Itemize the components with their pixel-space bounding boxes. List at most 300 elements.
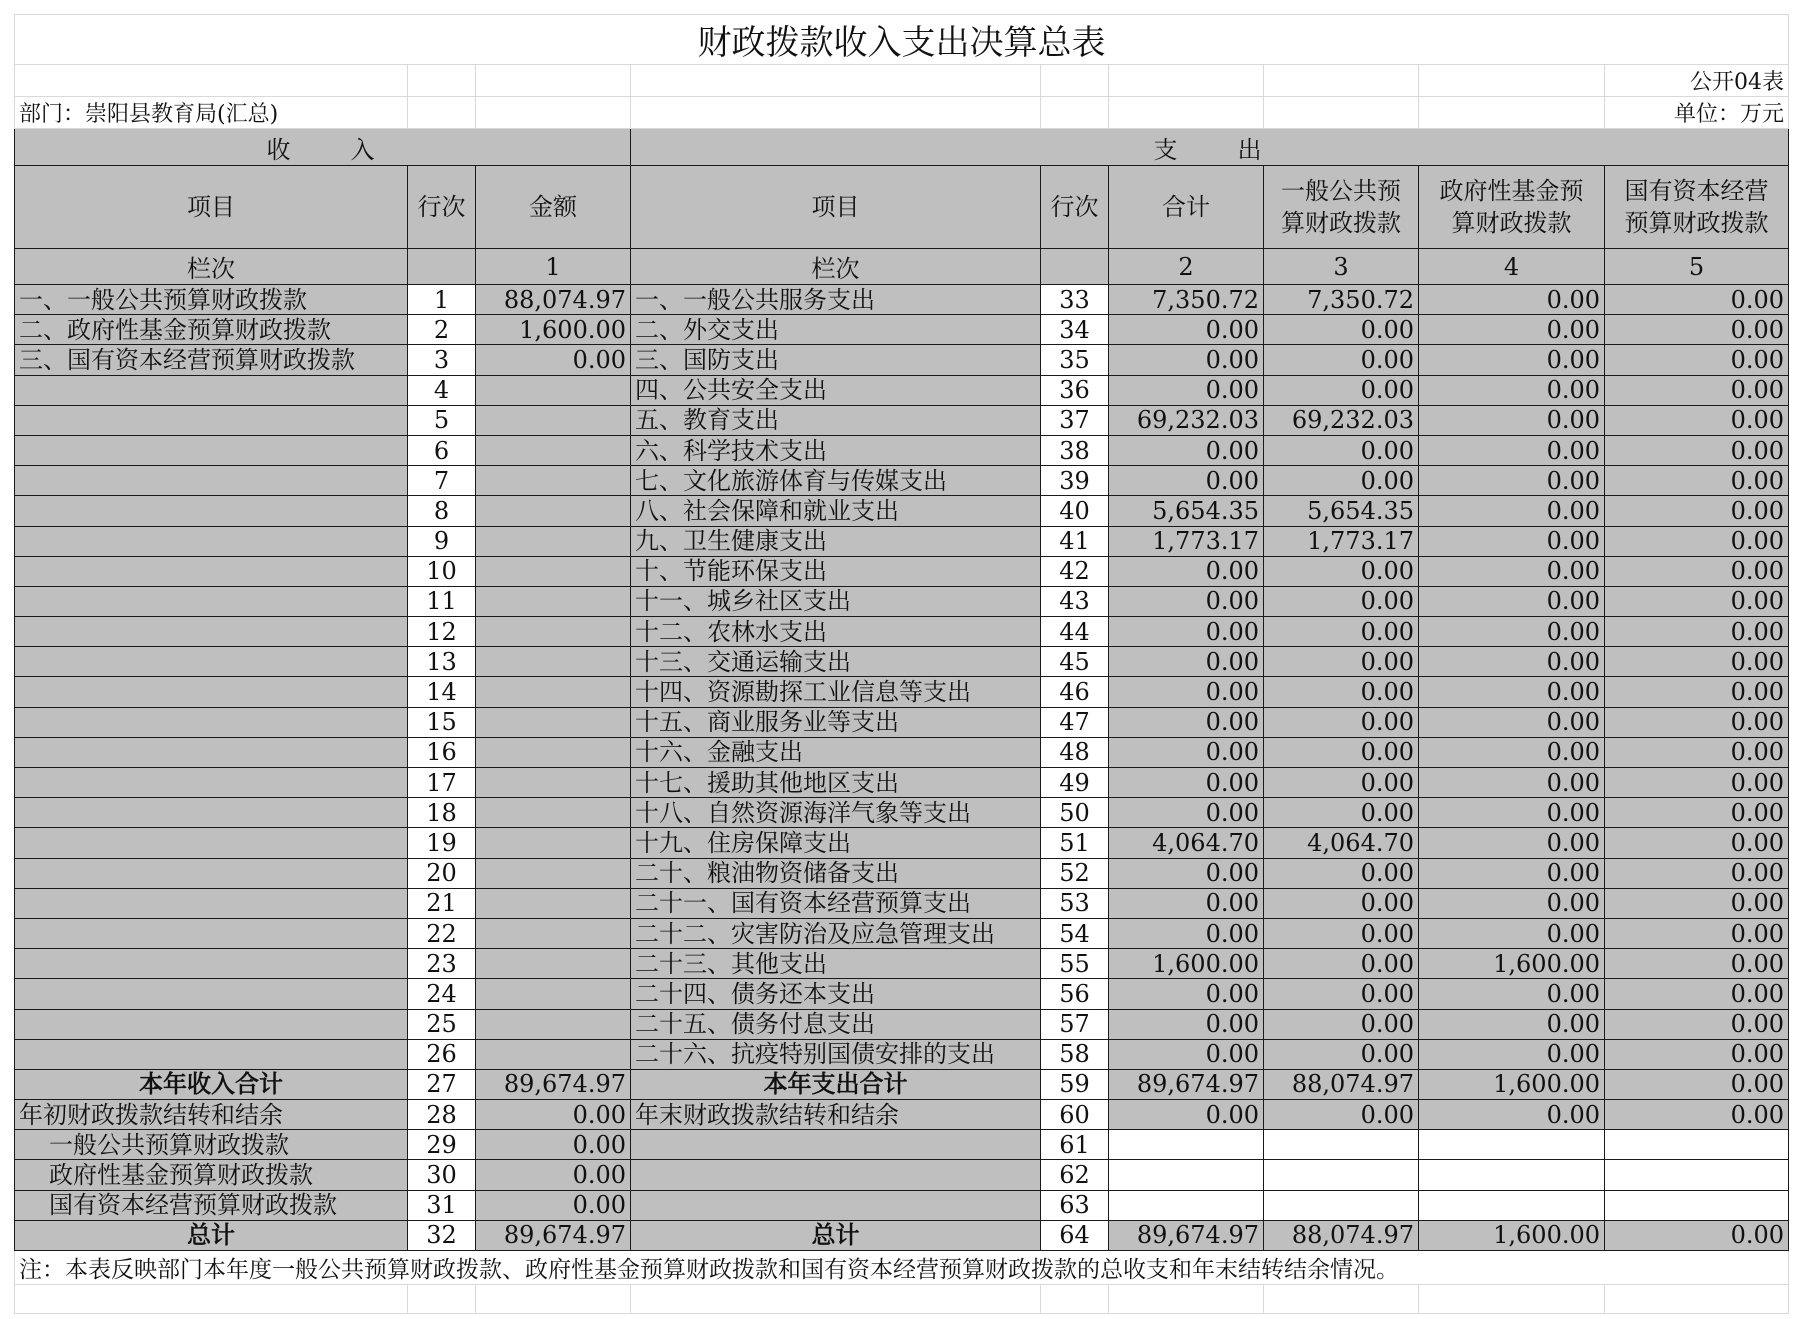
col-label-expense-line [1041,249,1109,285]
cell-income-amount: 88,074.97 [476,285,631,315]
cell-income-amount [476,858,631,888]
cell-income-amount: 0.00 [476,1130,631,1160]
cell-total: 0.00 [1109,345,1264,375]
cell-expense-line: 39 [1041,466,1109,496]
cell-state-capital: 0.00 [1605,1100,1789,1130]
cell-income-item [15,858,408,888]
cell-expense-item: 九、卫生健康支出 [631,526,1041,556]
cell-income-line: 31 [408,1190,476,1220]
cell-income-item [15,647,408,677]
cell-general-budget [1264,1130,1419,1160]
header-income-line: 行次 [408,166,476,249]
cell-income-item [15,466,408,496]
cell-total: 1,600.00 [1109,949,1264,979]
cell-income-line: 1 [408,285,476,315]
cell-expense-line: 49 [1041,768,1109,798]
cell-general-budget: 0.00 [1264,647,1419,677]
col-label-gov-fund: 4 [1419,249,1605,285]
cell-income-amount [476,918,631,948]
cell-state-capital: 0.00 [1605,888,1789,918]
cell-income-line: 5 [408,405,476,435]
table-row [15,707,1789,737]
cell-gov-fund [1419,1190,1605,1220]
header-total: 合计 [1109,166,1264,249]
cell-state-capital: 0.00 [1605,858,1789,888]
cell-income-amount [476,798,631,828]
table-row [15,828,1789,858]
carry-row [15,1190,1789,1220]
cell-income-item: 一、一般公共预算财政拨款 [15,285,408,315]
cell-state-capital: 0.00 [1605,496,1789,526]
carry-row [15,1100,1789,1130]
cell-general-budget: 0.00 [1264,737,1419,767]
cell-income-amount [476,707,631,737]
empty-cell [1041,1285,1109,1314]
cell-state-capital: 0.00 [1605,345,1789,375]
cell-expense-item: 一、一般公共服务支出 [631,285,1041,315]
table-row [15,375,1789,405]
cell-income-line: 19 [408,828,476,858]
cell-income-line: 25 [408,1009,476,1039]
cell-state-capital: 0.00 [1605,375,1789,405]
cell-expense-line: 35 [1041,345,1109,375]
cell-income-item [15,677,408,707]
cell-total: 0.00 [1109,586,1264,616]
cell-expense-line: 50 [1041,798,1109,828]
cell-expense-item: 六、科学技术支出 [631,435,1041,465]
cell-expense-item: 十二、农林水支出 [631,617,1041,647]
empty-cell [1264,1285,1419,1314]
cell-expense-item: 十六、金融支出 [631,737,1041,767]
cell-income-item [15,1009,408,1039]
report-title: 财政拨款收入支出决算总表 [15,15,1789,65]
table-row [15,1039,1789,1069]
cell-state-capital: 0.00 [1605,315,1789,345]
cell-general-budget: 0.00 [1264,466,1419,496]
cell-income-line: 24 [408,979,476,1009]
cell-expense-item: 二十三、其他支出 [631,949,1041,979]
cell-gov-fund: 0.00 [1419,586,1605,616]
empty-cell [476,1285,631,1314]
cell-general-budget: 5,654.35 [1264,496,1419,526]
section-income: 收 入 [15,129,631,166]
cell-income-amount [476,466,631,496]
cell-income-item [15,586,408,616]
cell-state-capital: 0.00 [1605,435,1789,465]
cell-total: 0.00 [1109,888,1264,918]
cell-expense-line: 60 [1041,1100,1109,1130]
cell-income-amount [476,737,631,767]
header-gov-fund: 政府性基金预算财政拨款 [1419,166,1605,249]
cell-income-amount [476,979,631,1009]
cell-income-amount: 1,600.00 [476,315,631,345]
cell-general-budget: 0.00 [1264,617,1419,647]
cell-income-line: 14 [408,677,476,707]
cell-expense-item: 总计 [631,1220,1041,1250]
unit-label: 单位：万元 [1605,97,1789,129]
cell-expense-item: 二十二、灾害防治及应急管理支出 [631,918,1041,948]
cell-total: 0.00 [1109,1039,1264,1069]
cell-gov-fund: 0.00 [1419,707,1605,737]
cell-total: 0.00 [1109,737,1264,767]
cell-income-line: 21 [408,888,476,918]
cell-gov-fund: 0.00 [1419,677,1605,707]
cell-state-capital [1605,1190,1789,1220]
cell-income-amount [476,556,631,586]
cell-total [1109,1130,1264,1160]
empty-cell [1419,1285,1605,1314]
cell-income-line: 28 [408,1100,476,1130]
cell-total: 0.00 [1109,979,1264,1009]
cell-income-amount [476,405,631,435]
cell-income-line: 7 [408,466,476,496]
empty-cell [1605,1285,1789,1314]
cell-income-line: 8 [408,496,476,526]
cell-expense-line: 33 [1041,285,1109,315]
header-state-capital: 国有资本经营预算财政拨款 [1605,166,1789,249]
cell-gov-fund: 0.00 [1419,979,1605,1009]
cell-general-budget: 0.00 [1264,707,1419,737]
cell-expense-item: 十一、城乡社区支出 [631,586,1041,616]
cell-expense-item: 二十、粮油物资储备支出 [631,858,1041,888]
cell-general-budget: 0.00 [1264,586,1419,616]
cell-general-budget: 0.00 [1264,435,1419,465]
cell-income-line: 32 [408,1220,476,1250]
cell-total: 89,674.97 [1109,1069,1264,1099]
table-row [15,345,1789,375]
cell-gov-fund: 0.00 [1419,918,1605,948]
cell-general-budget: 0.00 [1264,949,1419,979]
cell-income-item [15,1039,408,1069]
cell-general-budget: 0.00 [1264,556,1419,586]
cell-income-item [15,707,408,737]
cell-total: 69,232.03 [1109,405,1264,435]
cell-expense-line: 64 [1041,1220,1109,1250]
cell-state-capital: 0.00 [1605,768,1789,798]
cell-expense-item: 十七、援助其他地区支出 [631,768,1041,798]
cell-general-budget: 0.00 [1264,1009,1419,1039]
cell-total: 0.00 [1109,677,1264,707]
table-row [15,798,1789,828]
cell-state-capital: 0.00 [1605,1009,1789,1039]
table-row [15,647,1789,677]
cell-income-item: 政府性基金预算财政拨款 [15,1160,408,1190]
cell-income-line: 9 [408,526,476,556]
table-row [15,979,1789,1009]
cell-income-item [15,435,408,465]
cell-gov-fund: 0.00 [1419,1100,1605,1130]
cell-income-amount [476,496,631,526]
cell-expense-line: 36 [1041,375,1109,405]
cell-state-capital: 0.00 [1605,405,1789,435]
cell-income-amount: 0.00 [476,1100,631,1130]
cell-general-budget: 0.00 [1264,1039,1419,1069]
cell-income-item [15,556,408,586]
cell-expense-line: 48 [1041,737,1109,767]
cell-expense-line: 53 [1041,888,1109,918]
cell-general-budget: 88,074.97 [1264,1220,1419,1250]
cell-expense-item: 十三、交通运输支出 [631,647,1041,677]
cell-income-line: 29 [408,1130,476,1160]
cell-gov-fund: 0.00 [1419,526,1605,556]
cell-gov-fund [1419,1160,1605,1190]
table-row [15,405,1789,435]
cell-gov-fund: 0.00 [1419,1009,1605,1039]
cell-general-budget: 69,232.03 [1264,405,1419,435]
cell-total [1109,1190,1264,1220]
cell-gov-fund: 0.00 [1419,1039,1605,1069]
header-expense-line: 行次 [1041,166,1109,249]
cell-total: 0.00 [1109,768,1264,798]
cell-expense-line: 54 [1041,918,1109,948]
cell-state-capital: 0.00 [1605,949,1789,979]
cell-gov-fund: 0.00 [1419,405,1605,435]
cell-expense-item: 二十四、债务还本支出 [631,979,1041,1009]
cell-gov-fund: 0.00 [1419,617,1605,647]
cell-income-line: 11 [408,586,476,616]
cell-gov-fund: 1,600.00 [1419,1220,1605,1250]
cell-gov-fund: 0.00 [1419,345,1605,375]
cell-income-item [15,526,408,556]
cell-total: 0.00 [1109,466,1264,496]
cell-expense-line: 41 [1041,526,1109,556]
cell-general-budget [1264,1190,1419,1220]
col-label-income-amount: 1 [476,249,631,285]
header-income-amount: 金额 [476,166,631,249]
cell-state-capital: 0.00 [1605,466,1789,496]
col-label-total: 2 [1109,249,1264,285]
cell-income-line: 6 [408,435,476,465]
cell-income-amount [476,828,631,858]
table-row [15,768,1789,798]
col-label-state-capital: 5 [1605,249,1789,285]
cell-income-item [15,405,408,435]
cell-expense-line: 52 [1041,858,1109,888]
cell-expense-line: 59 [1041,1069,1109,1099]
cell-expense-item: 十四、资源勘探工业信息等支出 [631,677,1041,707]
form-code: 公开04表 [1605,65,1789,97]
cell-general-budget: 0.00 [1264,1100,1419,1130]
cell-total: 0.00 [1109,798,1264,828]
report-table [14,14,1789,1314]
cell-expense-item: 十八、自然资源海洋气象等支出 [631,798,1041,828]
cell-expense-line: 38 [1041,435,1109,465]
table-row [15,737,1789,767]
cell-income-line: 18 [408,798,476,828]
cell-expense-item [631,1160,1041,1190]
cell-income-amount: 89,674.97 [476,1069,631,1099]
cell-income-line: 10 [408,556,476,586]
table-row [15,315,1789,345]
cell-total: 0.00 [1109,556,1264,586]
cell-income-line: 13 [408,647,476,677]
cell-expense-line: 37 [1041,405,1109,435]
cell-expense-item: 七、文化旅游体育与传媒支出 [631,466,1041,496]
cell-income-line: 2 [408,315,476,345]
cell-income-item: 一般公共预算财政拨款 [15,1130,408,1160]
cell-general-budget: 0.00 [1264,888,1419,918]
cell-expense-item: 四、公共安全支出 [631,375,1041,405]
cell-expense-line: 62 [1041,1160,1109,1190]
cell-income-item: 国有资本经营预算财政拨款 [15,1190,408,1220]
cell-income-amount [476,949,631,979]
empty-cell [408,1285,476,1314]
cell-expense-line: 34 [1041,315,1109,345]
cell-income-item [15,768,408,798]
table-row [15,918,1789,948]
cell-income-amount [476,375,631,405]
cell-income-line: 22 [408,918,476,948]
cell-income-amount [476,1039,631,1069]
col-label-expense-item: 栏次 [631,249,1041,285]
cell-income-line: 16 [408,737,476,767]
cell-expense-line: 43 [1041,586,1109,616]
cell-expense-item: 二十一、国有资本经营预算支出 [631,888,1041,918]
cell-income-amount [476,586,631,616]
cell-gov-fund: 0.00 [1419,737,1605,767]
carry-row [15,1130,1789,1160]
cell-general-budget: 0.00 [1264,979,1419,1009]
cell-income-line: 3 [408,345,476,375]
cell-general-budget: 88,074.97 [1264,1069,1419,1099]
cell-state-capital: 0.00 [1605,285,1789,315]
cell-income-item: 二、政府性基金预算财政拨款 [15,315,408,345]
cell-expense-line: 58 [1041,1039,1109,1069]
col-label-income-item: 栏次 [15,249,408,285]
cell-state-capital: 0.00 [1605,586,1789,616]
cell-expense-line: 55 [1041,949,1109,979]
cell-general-budget: 0.00 [1264,918,1419,948]
cell-income-item [15,918,408,948]
empty-cell [631,1285,1041,1314]
cell-total: 4,064.70 [1109,828,1264,858]
cell-income-line: 27 [408,1069,476,1099]
cell-expense-line: 44 [1041,617,1109,647]
empty-cell [1109,1285,1264,1314]
table-row [15,949,1789,979]
cell-income-line: 12 [408,617,476,647]
cell-income-amount [476,677,631,707]
cell-gov-fund: 0.00 [1419,858,1605,888]
cell-general-budget: 4,064.70 [1264,828,1419,858]
cell-total: 0.00 [1109,1100,1264,1130]
cell-income-line: 30 [408,1160,476,1190]
cell-income-item [15,496,408,526]
cell-income-item [15,949,408,979]
cell-state-capital: 0.00 [1605,707,1789,737]
cell-income-item [15,737,408,767]
cell-total: 0.00 [1109,617,1264,647]
table-row [15,285,1789,315]
cell-state-capital: 0.00 [1605,798,1789,828]
cell-income-item: 年初财政拨款结转和结余 [15,1100,408,1130]
cell-expense-item: 二、外交支出 [631,315,1041,345]
cell-expense-item: 二十六、抗疫特别国债安排的支出 [631,1039,1041,1069]
cell-income-amount [476,768,631,798]
cell-income-item: 本年收入合计 [15,1069,408,1099]
cell-state-capital: 0.00 [1605,828,1789,858]
cell-income-amount [476,526,631,556]
cell-gov-fund: 1,600.00 [1419,1069,1605,1099]
carry-row [15,1160,1789,1190]
cell-total: 0.00 [1109,1009,1264,1039]
cell-general-budget: 7,350.72 [1264,285,1419,315]
cell-expense-item: 三、国防支出 [631,345,1041,375]
table-row [15,556,1789,586]
cell-state-capital: 0.00 [1605,677,1789,707]
cell-income-amount [476,435,631,465]
table-row [15,496,1789,526]
cell-income-item [15,375,408,405]
cell-income-line: 15 [408,707,476,737]
cell-income-amount: 89,674.97 [476,1220,631,1250]
cell-expense-item: 二十五、债务付息支出 [631,1009,1041,1039]
cell-gov-fund: 0.00 [1419,496,1605,526]
cell-gov-fund: 1,600.00 [1419,949,1605,979]
cell-total: 0.00 [1109,647,1264,677]
col-label-income-line [408,249,476,285]
cell-total: 0.00 [1109,707,1264,737]
cell-total: 0.00 [1109,375,1264,405]
table-row [15,1009,1789,1039]
cell-expense-item: 十九、住房保障支出 [631,828,1041,858]
cell-expense-item: 五、教育支出 [631,405,1041,435]
footnote: 注：本表反映部门本年度一般公共预算财政拨款、政府性基金预算财政拨款和国有资本经营预算财政拨款的总收支和年末结转结余情况。 [15,1251,1789,1285]
cell-general-budget: 0.00 [1264,768,1419,798]
cell-expense-line: 56 [1041,979,1109,1009]
cell-expense-line: 42 [1041,556,1109,586]
cell-total: 5,654.35 [1109,496,1264,526]
cell-general-budget: 1,773.17 [1264,526,1419,556]
cell-state-capital [1605,1130,1789,1160]
table-row [15,526,1789,556]
cell-gov-fund [1419,1130,1605,1160]
cell-expense-line: 51 [1041,828,1109,858]
cell-total [1109,1160,1264,1190]
year-total-row [15,1069,1789,1099]
empty-cell [15,1285,408,1314]
cell-gov-fund: 0.00 [1419,768,1605,798]
cell-state-capital: 0.00 [1605,1039,1789,1069]
cell-general-budget [1264,1160,1419,1190]
cell-income-amount: 0.00 [476,1160,631,1190]
cell-income-amount [476,617,631,647]
table-row [15,677,1789,707]
cell-state-capital: 0.00 [1605,1220,1789,1250]
cell-total: 89,674.97 [1109,1220,1264,1250]
cell-state-capital: 0.00 [1605,979,1789,1009]
header-general-budget: 一般公共预算财政拨款 [1264,166,1419,249]
cell-total: 0.00 [1109,435,1264,465]
cell-state-capital [1605,1160,1789,1190]
header-expense-item: 项目 [631,166,1041,249]
cell-income-item [15,828,408,858]
cell-state-capital: 0.00 [1605,647,1789,677]
table-row [15,858,1789,888]
cell-general-budget: 0.00 [1264,315,1419,345]
cell-expense-line: 46 [1041,677,1109,707]
cell-expense-item: 本年支出合计 [631,1069,1041,1099]
cell-gov-fund: 0.00 [1419,888,1605,918]
cell-expense-item [631,1190,1041,1220]
cell-income-line: 20 [408,858,476,888]
cell-income-line: 26 [408,1039,476,1069]
cell-general-budget: 0.00 [1264,375,1419,405]
cell-expense-line: 63 [1041,1190,1109,1220]
cell-expense-line: 40 [1041,496,1109,526]
cell-total: 0.00 [1109,918,1264,948]
cell-income-item [15,979,408,1009]
